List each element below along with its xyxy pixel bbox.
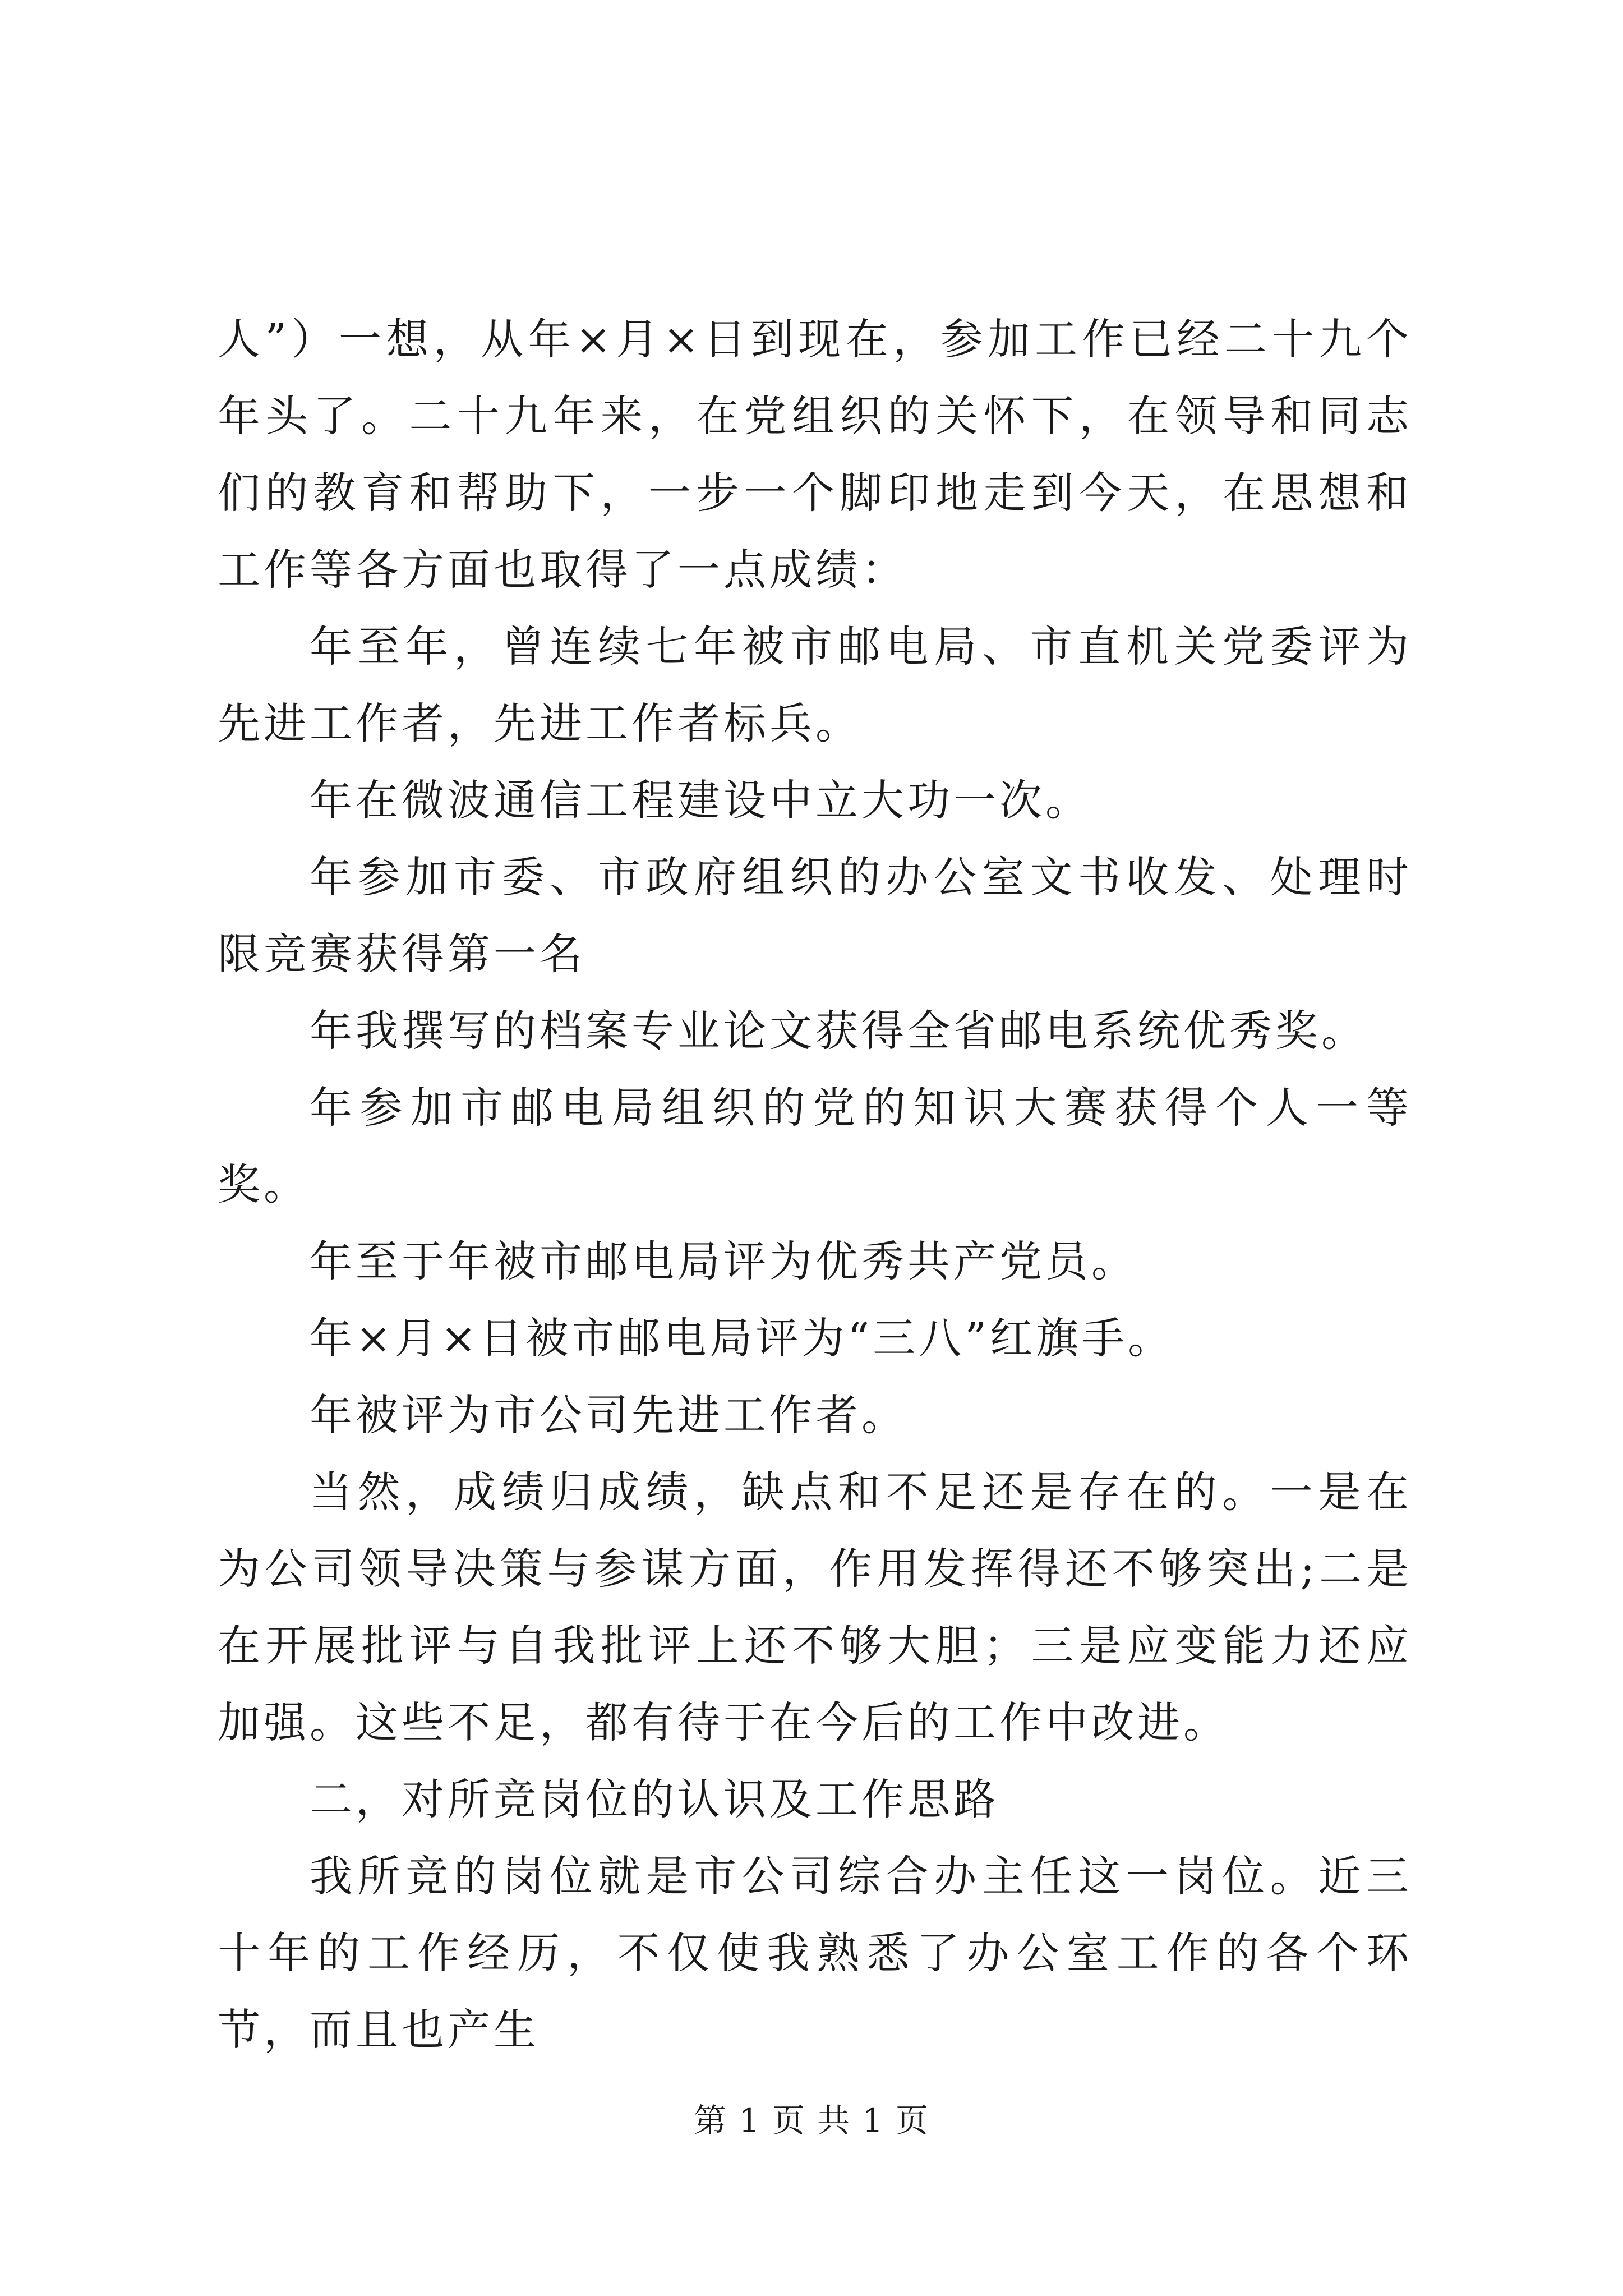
paragraph: 年在微波通信工程建设中立大功一次。: [310, 775, 1091, 825]
paragraph: 年被评为市公司先进工作者。: [310, 1390, 907, 1440]
paragraph: 当然，成绩归成绩，缺点和不足还是存在的。一是在为公司领导决策与参谋方面，作用发挥得还不够突出;二是在开展批评与自我批评上还不够大胆；三是应变能力还应加强。这些不足，都有待于在今后的工作中改进。: [218, 1467, 1412, 1747]
paragraph: 人”）一想，从年×月×日到现在，参加工作已经二十九个年头了。二十九年来，在党组织的关怀下，在领导和同志们的教育和帮助下，一步一个脚印地走到今天，在思想和工作等各方面也取得了一点成绩：: [218, 314, 1412, 595]
paragraph: 年参加市邮电局组织的党的知识大赛获得个人一等奖。: [218, 1083, 1412, 1209]
paragraph: 年至年，曾连续七年被市邮电局、市直机关党委评为先进工作者，先进工作者标兵。: [218, 622, 1412, 748]
document-body: [218, 301, 1412, 2068]
paragraph: 年至于年被市邮电局评为优秀共产党员。: [310, 1236, 1137, 1286]
section-heading: 二，对所竞岗位的认识及工作思路: [310, 1774, 999, 1824]
paragraph: 年参加市委、市政府组织的办公室文书收发、处理时限竞赛获得第一名: [218, 852, 1412, 979]
page-number-footer: 第 1 页 共 1 页: [694, 2101, 929, 2139]
paragraph: 年我撰写的档案专业论文获得全省邮电系统优秀奖。: [310, 1006, 1367, 1056]
paragraph: 我所竞的岗位就是市公司综合办主任这一岗位。近三十年的工作经历，不仅使我熟悉了办公室工作的各个环节，而且也产生: [218, 1851, 1412, 2055]
paragraph: 年×月×日被市邮电局评为“三八”红旗手。: [310, 1313, 1174, 1363]
